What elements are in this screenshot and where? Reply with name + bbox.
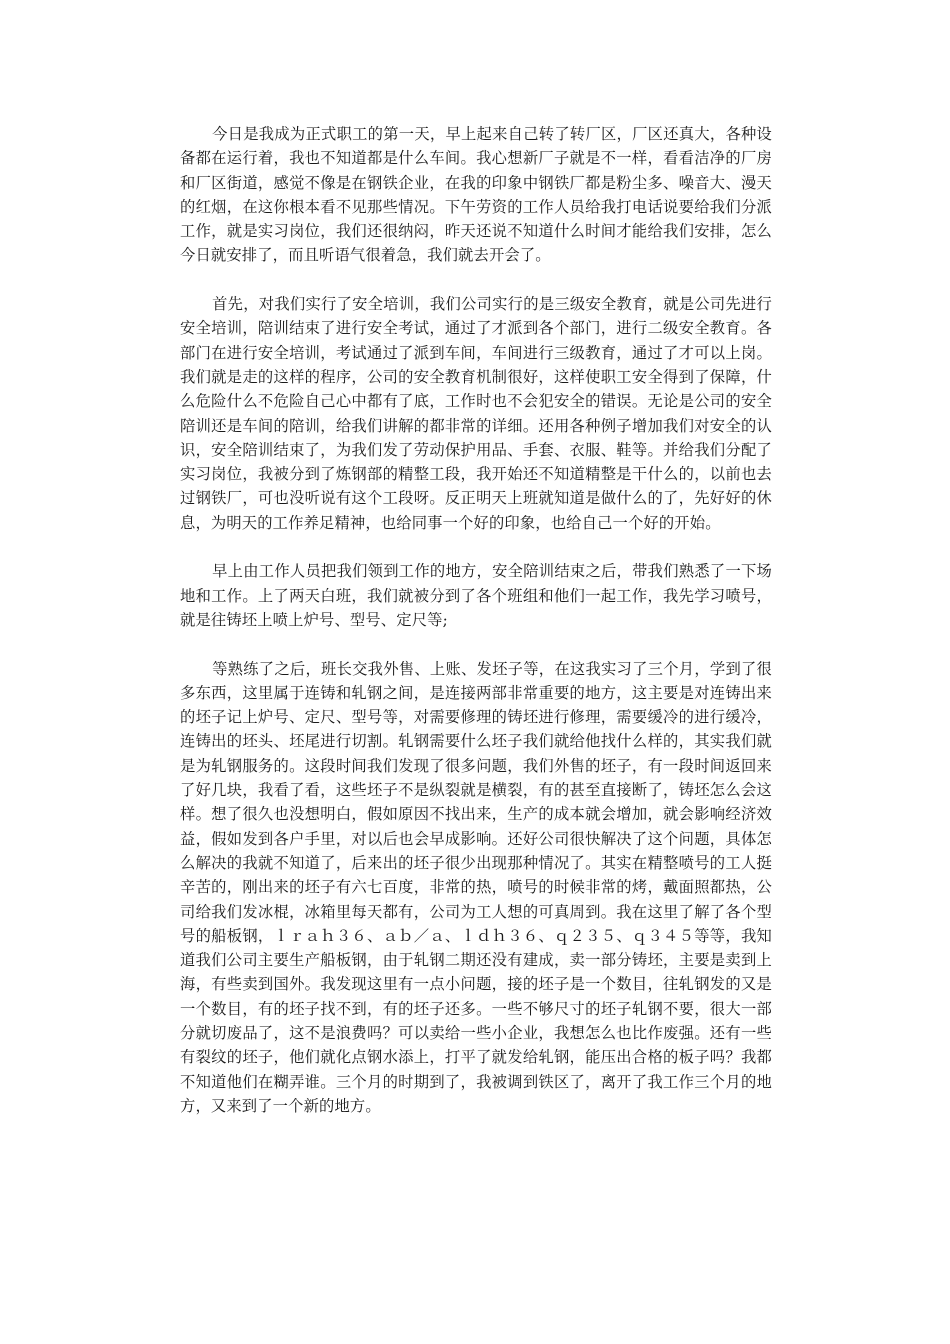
paragraph-internship-experience: 等熟练了之后，班长交我外售、上账、发坯子等，在这我实习了三个月，学到了很多东西，这里属于连铸和轧钢之间，是连接两部非常重要的地方，这主要是对连铸出来的坯子记上炉号、定尺、型号等，对需要修理的铸坯进行修理，需要缓冷的进行缓冷，连铸出的坯头、坯尾进行切割。轧钢需要什么坯子我们就给他找什么样的，其实我们就是为轧钢服务的。这段时间我们发现了很多问题，我们外售的坯子，有一段时间返回来了好几块，我看了看，这些坯子不是纵裂就是横裂，有的甚至直接断了，铸坯怎么会这样。想了很久也没想明白，假如原因不找出来，生产的成本就会增加，就会影响经济效益，假如发到各户手里，对以后也会早成影响。还好公司很快解决了这个问题，具体怎么解决的我就不知道了，后来出的坯子很少出现那种情况了。其实在精整喷号的工人挺辛苦的，刚出来的坯子有六七百度，非常的热，喷号的时候非常的烤，戴面照都热，公司给我们发冰棍，冰箱里每天都有，公司为工人想的可真周到。我在这里了解了各个型号的船板钢，ｌｒａｈ３６、ａｂ／ａ、ｌｄｈ３６、ｑ２３５、ｑ３４５等等，我知道我们公司主要生产船板钢，由于轧钢二期还没有建成，卖一部分铸坯，主要是卖到上海，有些卖到国外。我发现这里有一点小问题，接的坯子是一个数目，往轧钢发的又是一个数目，有的坯子找不到，有的坯子还多。一些不够尺寸的坯子轧钢不要，很大一部分就切废品了，这不是浪费吗？可以卖给一些小企业，我想怎么也比作废强。还有一些有裂纹的坯子，他们就化点钢水添上，打平了就发给轧钢，能压出合格的板子吗？我都不知道他们在糊弄谁。三个月的时期到了，我被调到铁区了，离开了我工作三个月的地方，又来到了一个新的地方。: [180, 659, 772, 1115]
document-body: [180, 122, 772, 1118]
paragraph-first-day: 今日是我成为正式职工的第一天，早上起来自己转了转厂区，厂区还真大，各种设备都在运行着，我也不知道都是什么车间。我心想新厂子就是不一样，看看洁净的厂房和厂区街道，感觉不像是在钢铁企业，在我的印象中钢铁厂都是粉尘多、噪音大、漫天的红烟，在这你根本看不见那些情况。下午劳资的工作人员给我打电话说要给我们分派工作，就是实习岗位，我们还很纳闷，昨天还说不知道什么时间才能给我们安排，怎么今日就安排了，而且听语气很着急，我们就去开会了。: [180, 125, 772, 265]
paragraph-workplace-intro: 早上由工作人员把我们领到工作的地方，安全陪训结束之后，带我们熟悉了一下场地和工作。上了两天白班，我们就被分到了各个班组和他们一起工作，我先学习喷号，就是往铸坯上喷上炉号、型号、定尺等;: [180, 562, 772, 629]
paragraph-safety-training: 首先，对我们实行了安全培训，我们公司实行的是三级安全教育，就是公司先进行安全培训，陪训结束了进行安全考试，通过了才派到各个部门，进行二级安全教育。各部门在进行安全培训，考试通过了派到车间，车间进行三级教育，通过了才可以上岗。我们就是走的这样的程序，公司的安全教育机制很好，这样使职工安全得到了保障，什么危险什么不危险自己心中都有了底，工作时也不会犯安全的错误。无论是公司的安全陪训还是车间的陪训，给我们讲解的都非常的详细。还用各种例子增加我们对安全的认识，安全陪训结束了，为我们发了劳动保护用品、手套、衣服、鞋等。并给我们分配了实习岗位，我被分到了炼钢部的精整工段，我开始还不知道精整是干什么的，以前也去过钢铁厂，可也没听说有这个工段呀。反正明天上班就知道是做什么的了，先好好的休息，为明天的工作养足精神，也给同事一个好的印象，也给自己一个好的开始。: [180, 295, 772, 532]
